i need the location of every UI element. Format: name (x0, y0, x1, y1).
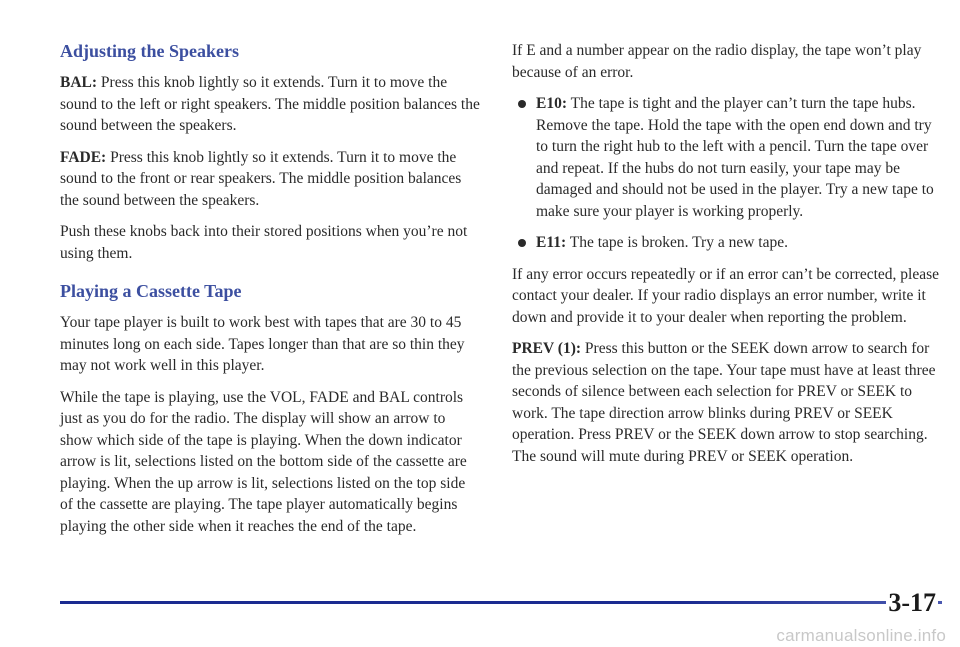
prev-paragraph (512, 338, 942, 467)
fade-label: FADE: (60, 148, 107, 166)
e10-text: The tape is tight and the player can’t turn the tape hubs. Remove the tape. Hold the tape with the open end down and try to turn the right hub to the left with a pencil. Turn the tape over and repeat. If the hubs do not turn easily, your tape may be damaged and should not be used in the player. Try a new tape to make sure your player is working properly. (536, 95, 934, 220)
fade-text: Press this knob lightly so it extends. Turn it to move the sound to the front or rear speakers. The middle position balances the sound between the speakers. (60, 148, 462, 209)
footer-rule (60, 601, 942, 604)
error-intro-paragraph: If E and a number appear on the radio display, the tape won’t play because of an error. (512, 42, 922, 81)
heading-adjusting-speakers: Adjusting the Speakers (60, 41, 240, 61)
bullet-icon (518, 239, 526, 247)
error-list (512, 93, 942, 254)
bal-text: Press this knob lightly so it extends. Turn it to move the sound to the left or right speakers. The middle position balances the sound between the speakers. (60, 74, 480, 134)
prev-text: Press this button or the SEEK down arrow to search for the previous selection on the tape. Your tape must have at least three seconds of silence between each selection for PREV or SEEK to work. The tape direction arrow blinks during PREV or SEEK operation. Press PREV or the SEEK down arrow to stop searching. The sound will mute during PREV or SEEK operation. (512, 340, 936, 465)
prev-label: PREV (1): (512, 340, 582, 357)
fade-paragraph (60, 147, 480, 212)
bullet-icon (518, 100, 526, 108)
left-column (60, 40, 480, 547)
watermark-text: carmanualsonline.info (776, 626, 946, 645)
heading-playing-cassette: Playing a Cassette Tape (60, 281, 242, 301)
list-item-e10 (512, 93, 942, 222)
page-number: 3-17 (888, 588, 936, 617)
right-column (512, 40, 942, 477)
tape-paragraph: Your tape player is built to work best with tapes that are 30 to 45 minutes long on each side. Tapes longer than that are so thin they may not work well in this player. (60, 314, 465, 374)
bal-paragraph (60, 72, 480, 137)
bal-label: BAL: (60, 74, 98, 91)
e10-label: E10: (536, 95, 567, 112)
e11-text: The tape is broken. Try a new tape. (566, 234, 788, 251)
repeat-error-paragraph: If any error occurs repeatedly or if an error can’t be corrected, please contact your dealer. If your radio displays an error number, write it down and provide it to your dealer when reporting the problem. (512, 265, 940, 326)
push-paragraph: Push these knobs back into their stored positions when you’re not using them. (60, 223, 468, 262)
while-paragraph: While the tape is playing, use the VOL, FADE and BAL controls just as you do for the radio. The display will show an arrow to show which side of the tape is playing. When the down indicator arrow is lit, selections listed on the bottom side of the cassette are playing. When the up arrow is lit, selections listed on the top side of the cassette are playing. The tape player automatically begins playing the other side when it reaches the end of the tape. (60, 388, 467, 535)
list-item-e11 (512, 232, 942, 254)
e11-label: E11: (536, 234, 567, 251)
